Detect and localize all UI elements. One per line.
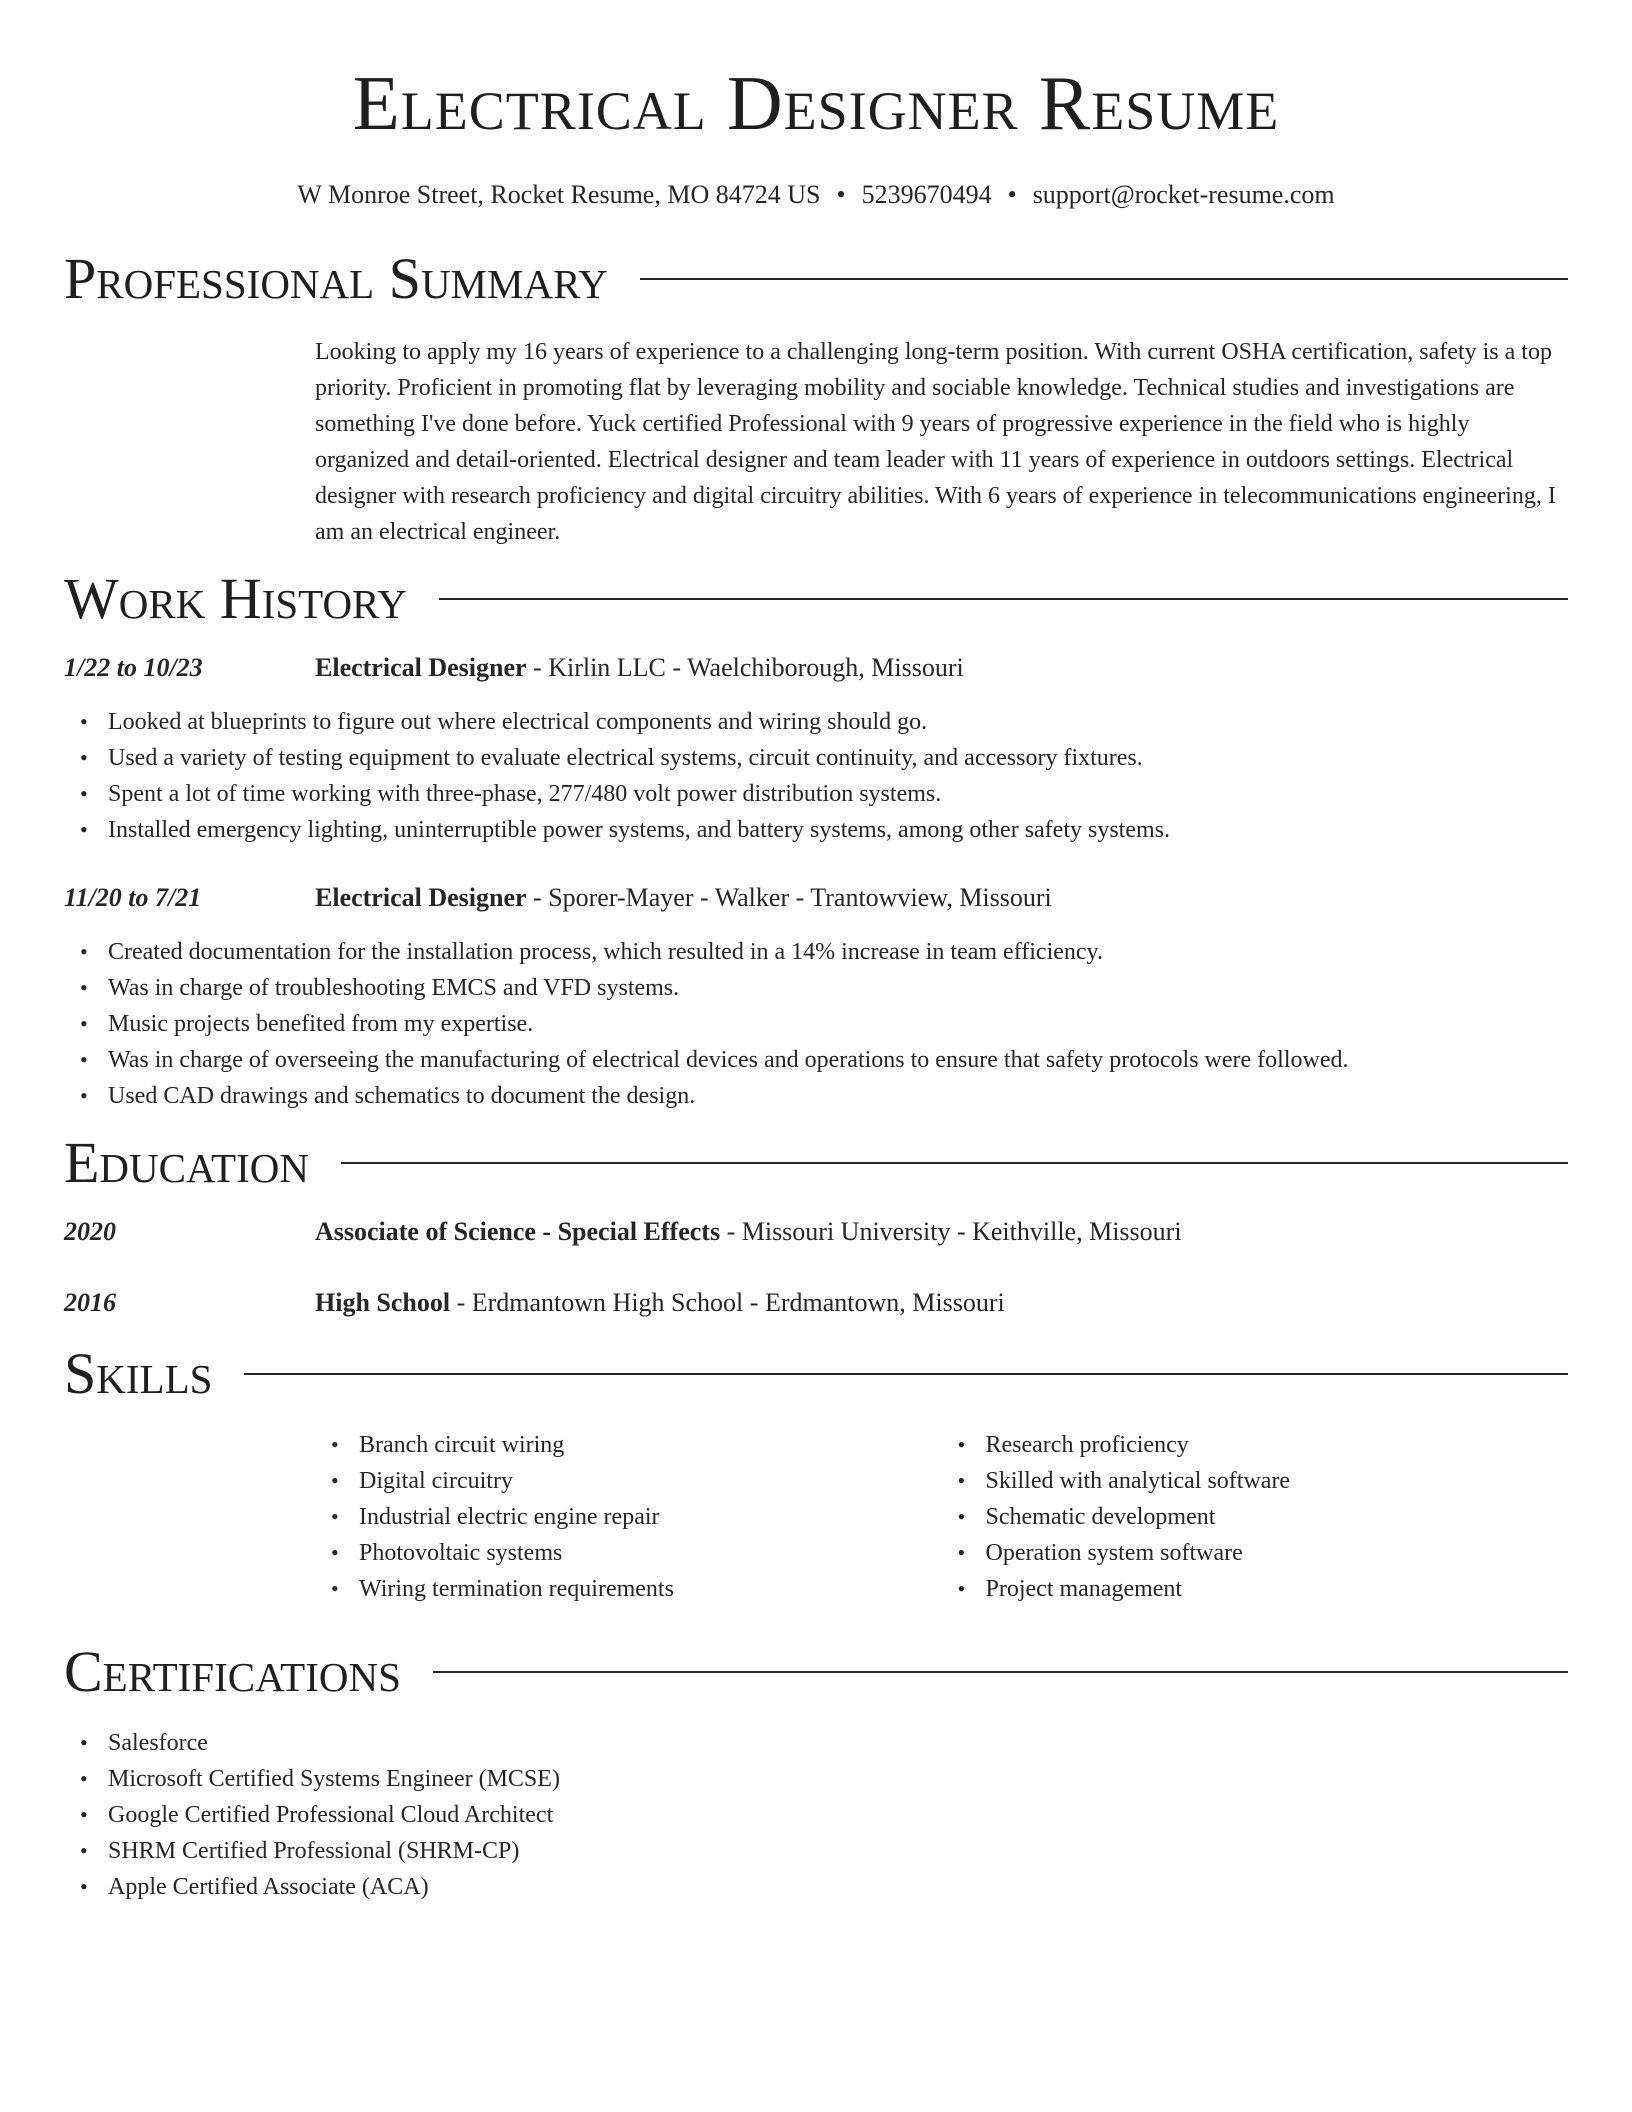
education-details: - Erdmantown High School - Erdmantown, Missouri <box>450 1288 1005 1317</box>
job-bullet: • Created documentation for the installation process, which resulted in a 14% increase in team efficiency. <box>108 934 1568 970</box>
job-title-line <box>315 650 1568 686</box>
skill-item: • Photovoltaic systems <box>359 1535 942 1571</box>
skill-item: • Skilled with analytical software <box>986 1463 1569 1499</box>
skill-item: • Branch circuit wiring <box>359 1427 942 1463</box>
contact-line <box>64 180 1568 210</box>
job-role: Electrical Designer <box>315 653 527 682</box>
contact-email: support@rocket-resume.com <box>1032 180 1335 209</box>
resume-page <box>64 0 1568 1905</box>
job-bullet: • Looked at blueprints to figure out where electrical components and wiring should go. <box>108 704 1568 740</box>
education-entry <box>64 1214 1568 1250</box>
skill-item: • Schematic development <box>986 1499 1569 1535</box>
job-bullet: • Was in charge of troubleshooting EMCS and VFD systems. <box>108 970 1568 1006</box>
education-year: 2016 <box>64 1288 116 1317</box>
summary-text: Looking to apply my 16 years of experience to a challenging long-term position. With current OSHA certification, safety is a top priority. Proficient in promoting flat by leveraging mobility and sociable knowledge. Technical studies and investigations are something I've done before. Yuck certified Professional with 9 years of progressive experience in the field who is highly organized and detail-oriented. Electrical designer and team leader with 11 years of experience in outdoors settings. Electrical designer with research proficiency and digital circuitry abilities. With 6 years of experience in telecommunications engineering, I am an electrical engineer. <box>315 339 1556 545</box>
skills-list-left <box>315 1427 942 1607</box>
education-degree: High School <box>315 1288 451 1317</box>
job-bullet: • Used CAD drawings and schematics to document the design. <box>108 1078 1568 1114</box>
job-details: - Sporer-Mayer - Walker - Trantowview, Missouri <box>526 883 1052 912</box>
certification-item: • Salesforce <box>108 1725 1568 1761</box>
job-bullet: • Spent a lot of time working with three-phase, 277/480 volt power distribution systems. <box>108 776 1568 812</box>
job-dates: 11/20 to 7/21 <box>64 883 202 912</box>
contact-phone: 5239670494 <box>861 180 992 209</box>
contact-separator: • <box>1007 180 1017 209</box>
education-line <box>315 1285 1568 1321</box>
section-divider <box>244 1373 1568 1375</box>
education-line <box>315 1214 1568 1250</box>
certifications-section-header <box>64 1637 1568 1707</box>
job-bullets <box>64 704 1568 848</box>
skill-item: • Operation system software <box>986 1535 1569 1571</box>
work-section-header <box>64 564 1568 634</box>
summary-section-header <box>64 244 1568 314</box>
skill-item: • Industrial electric engine repair <box>359 1499 942 1535</box>
job-bullet: • Installed emergency lighting, uninterruptible power systems, and battery systems, among other safety systems. <box>108 812 1568 848</box>
skills-section-header <box>64 1339 1568 1409</box>
work-heading: Work History <box>64 566 407 631</box>
section-divider <box>439 598 1568 600</box>
skill-item: • Digital circuitry <box>359 1463 942 1499</box>
skill-item: • Wiring termination requirements <box>359 1571 942 1607</box>
certification-item: • Microsoft Certified Systems Engineer (MCSE) <box>108 1761 1568 1797</box>
education-entry <box>64 1285 1568 1321</box>
certification-item: • SHRM Certified Professional (SHRM-CP) <box>108 1833 1568 1869</box>
section-divider <box>341 1162 1568 1164</box>
job-bullet: • Was in charge of overseeing the manufacturing of electrical devices and operations to ensure that safety protocols were followed. <box>108 1042 1568 1078</box>
skills-heading: Skills <box>64 1341 213 1406</box>
summary-heading: Professional Summary <box>64 246 608 311</box>
section-divider <box>640 278 1568 280</box>
job-entry <box>64 650 1568 686</box>
certifications-heading: Certifications <box>64 1639 401 1704</box>
skill-item: • Research proficiency <box>986 1427 1569 1463</box>
job-bullets <box>64 934 1568 1114</box>
job-role: Electrical Designer <box>315 883 527 912</box>
certifications-list <box>64 1725 1568 1905</box>
education-section-header <box>64 1128 1568 1198</box>
education-details: - Missouri University - Keithville, Missouri <box>720 1217 1182 1246</box>
certification-item: • Apple Certified Associate (ACA) <box>108 1869 1568 1905</box>
skills-columns <box>315 1427 1568 1607</box>
job-bullet: • Used a variety of testing equipment to evaluate electrical systems, circuit continuity, and accessory fixtures. <box>108 740 1568 776</box>
skill-item: • Project management <box>986 1571 1569 1607</box>
certification-item: • Google Certified Professional Cloud Architect <box>108 1797 1568 1833</box>
job-entry <box>64 880 1568 916</box>
skills-list-right <box>942 1427 1569 1607</box>
resume-title: Electrical Designer Resume <box>352 60 1280 146</box>
job-title-line <box>315 880 1568 916</box>
job-dates: 1/22 to 10/23 <box>64 653 203 682</box>
job-bullet: • Music projects benefited from my expertise. <box>108 1006 1568 1042</box>
contact-separator: • <box>836 180 846 209</box>
education-degree: Associate of Science - Special Effects <box>315 1217 721 1246</box>
education-year: 2020 <box>64 1217 116 1246</box>
job-details: - Kirlin LLC - Waelchiborough, Missouri <box>526 653 964 682</box>
contact-address: W Monroe Street, Rocket Resume, MO 84724 US <box>297 180 821 209</box>
section-divider <box>433 1671 1568 1673</box>
education-heading: Education <box>64 1130 309 1195</box>
